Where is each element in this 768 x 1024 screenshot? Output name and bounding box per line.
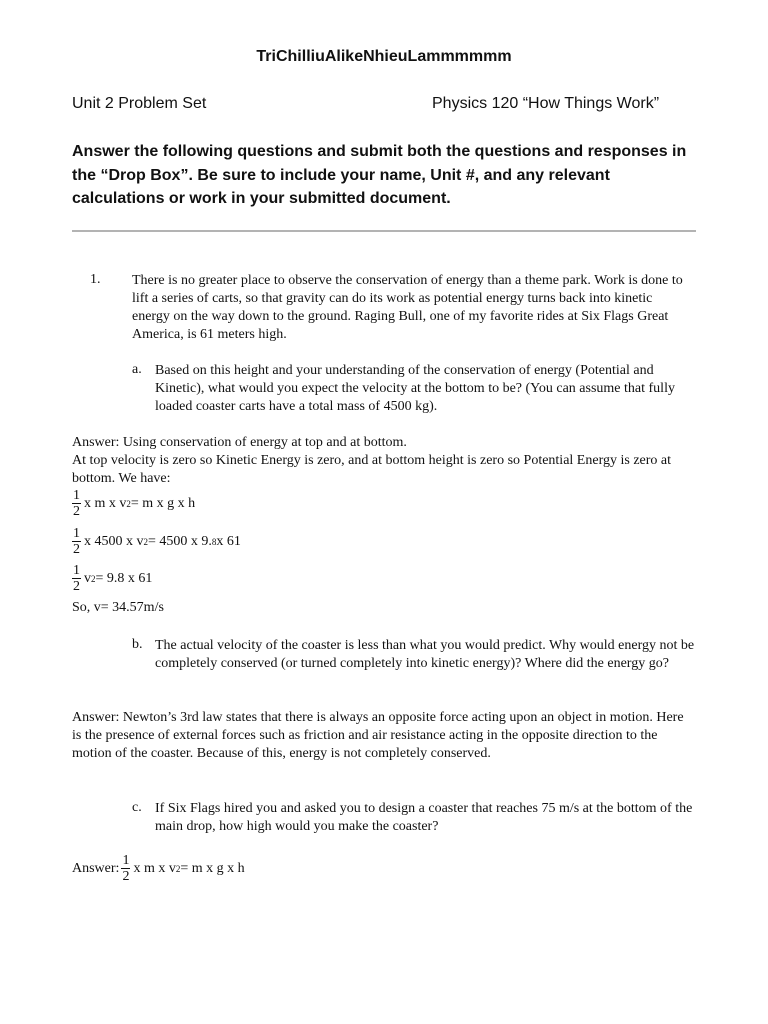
part-a-letter: a. bbox=[132, 362, 142, 377]
fraction: $\frac{1}{2}$ bbox=[73, 563, 80, 594]
equation-3: $\frac{1}{2}$ v 2 = 9.8 x 61 bbox=[73, 563, 153, 594]
fraction: $\frac{1}{2}$ bbox=[73, 488, 80, 519]
question-text: There is no greater place to observe the conservation of energy than a theme park. Work is done to lift a series of carts, so that gravity can do its work as potential energy turns back into kinetic energy on the way down to the ground. Raging Bull, one of my favorite rides at Six Flags Great America, is 61 meters high. bbox=[132, 273, 683, 342]
document-title: TriChilliuAlikeNhieuLammmmmm bbox=[256, 48, 512, 65]
part-c-letter: c. bbox=[132, 800, 142, 815]
fraction: $\frac{1}{2}$ bbox=[122, 853, 130, 884]
part-c-text: If Six Flags hired you and asked you to design a coaster that reaches 75 m/s at the bottom of the main drop, how high would you make the coaster? bbox=[155, 801, 693, 834]
equation-2: $\frac{1}{2}$ x 4500 x v 2 = 4500 x 9. 8 x 61 bbox=[73, 526, 241, 557]
course-label: Physics 120 “How Things Work” bbox=[432, 95, 660, 112]
part-c-answer-equation: Answer: $\frac{1}{2}$ x m x v 2 = m x g x h bbox=[72, 853, 245, 884]
part-b-answer: Answer: Newton’s 3rd law states that there is always an opposite force acting upon an object in motion. Here is the presence of external forces such as friction and air resistance acting in the opposite direction to the motion of the coaster. Because of this, energy is not completely conserved. bbox=[72, 710, 684, 761]
instructions: Answer the following questions and submit both the questions and responses in the “Drop Box”. Be sure to include your name, Unit #, and any relevant calculations or work in your submitted document. bbox=[72, 143, 687, 207]
unit-label: Unit 2 Problem Set bbox=[72, 95, 207, 112]
question-number: 1. bbox=[90, 272, 101, 287]
fraction: $\frac{1}{2}$ bbox=[73, 526, 80, 557]
part-b-text: The actual velocity of the coaster is less than what you would predict. Why would energy not be completely conserved (or turned completely into kinetic energy)? Where did the energy go? bbox=[155, 638, 695, 671]
part-a-answer-line2: At top velocity is zero so Kinetic Energy is zero, and at bottom height is zero so Potential Energy is zero at bottom. We have: bbox=[72, 453, 672, 486]
part-a-text: Based on this height and your understanding of the conservation of energy (Potential and Kinetic), what would you expect the velocity at the bottom to be? (You can assume that fully loaded coaster carts have a total mass of 4500 kg). bbox=[155, 363, 675, 414]
part-a-answer-line1: Answer: Using conservation of energy at top and at bottom. bbox=[72, 435, 407, 450]
part-b-letter: b. bbox=[132, 637, 143, 652]
horizontal-divider bbox=[72, 230, 696, 232]
part-a-result: So, v= 34.57m/s bbox=[72, 600, 164, 615]
equation-1: $\frac{1}{2}$ x m x v 2 = m x g x h bbox=[73, 488, 196, 519]
